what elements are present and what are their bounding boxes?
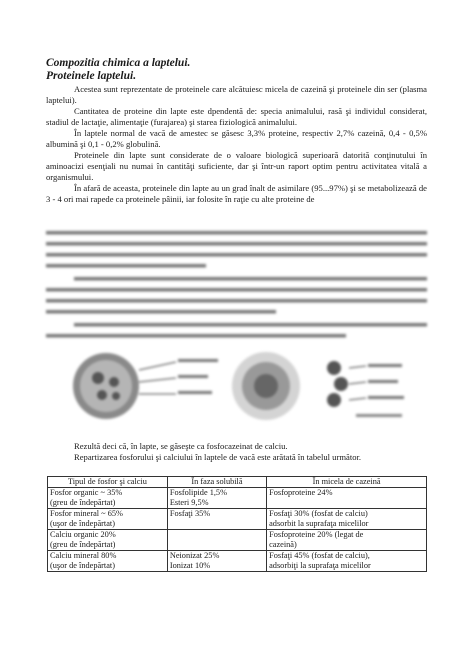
table-cell: Calciu mineral 80% (uşor de îndepărtat) <box>48 551 168 572</box>
table-row <box>48 488 427 509</box>
table-row <box>48 530 427 551</box>
micelle-diagram-left <box>73 353 218 419</box>
table-cell: Fosfaţi 30% (fosfat de calciu) adsorbit la suprafaţa micelilor <box>267 509 427 530</box>
table-cell: Fosfoproteine 24% <box>267 488 427 509</box>
table-cell: Fosfolipide 1,5% Esteri 9,5% <box>167 488 266 509</box>
paragraph: Proteinele din lapte sunt considerate de o valoare biologică superioară datorită conţinutului în aminoacizi esenţiali nu numai în cantităţi suficiente, dar şi într-un raport optim pentru activitatea vitală a organismului. <box>46 150 427 182</box>
micelle-diagram-center <box>232 352 300 420</box>
table-header: În micela de cazeină <box>267 477 427 488</box>
casein-micelle-figure <box>66 348 411 424</box>
blurred-text-lines <box>46 227 427 339</box>
body-text <box>46 84 427 205</box>
table-header: În faza solubilă <box>167 477 266 488</box>
table-cell <box>167 530 266 551</box>
paragraph: În afară de aceasta, proteinele din lapte au un grad înalt de asimilare (95...97%) şi se metabolizează de 3 - 4 ori mai rapede ca proteinele pâinii, iar folosite în raţie cu alte proteine de <box>46 183 427 204</box>
table-body <box>48 488 427 572</box>
table-header-row <box>48 477 427 488</box>
table-cell: Fosfor organic ~ 35% (greu de îndepărtat) <box>48 488 168 509</box>
table-row <box>48 509 427 530</box>
paragraph: Acestea sunt reprezentate de proteinele care alcătuiesc micela de cazeină şi proteinele din ser (plasma laptelui). <box>46 84 427 105</box>
table-cell: Fosfaţi 35% <box>167 509 266 530</box>
paragraph: În laptele normal de vacă de amestec se găsesc 3,3% proteine, respectiv 2,7% cazeină, 0,4 - 0,5% albumină şi 0,1 - 0,2% globulină. <box>46 128 427 149</box>
result-text <box>46 441 427 463</box>
table-cell: Fosfor mineral ~ 65% (uşor de îndepărtat) <box>48 509 168 530</box>
section-title: Compozitia chimica a laptelui. <box>46 57 191 69</box>
result-line: Rezultă deci că, în lapte, se găseşte ca fosfocazeinat de calciu. <box>74 441 288 451</box>
result-line: Repartizarea fosforului şi calciului în laptele de vacă este arătată în tabelul următor. <box>74 452 362 462</box>
table-cell: Fosfoproteine 20% (legat de cazeină) <box>267 530 427 551</box>
table-row <box>48 551 427 572</box>
blurred-text-block <box>46 227 427 342</box>
table-header: Tipul de fosfor şi calciu <box>48 477 168 488</box>
phosphorus-calcium-table <box>47 476 427 572</box>
micelle-diagram-right <box>327 361 404 417</box>
table-cell: Calciu organic 20% (greu de îndepărtat) <box>48 530 168 551</box>
paragraph: Cantitatea de proteine din lapte este dpendentă de: specia animalului, rasă şi individul considerat, stadiul de lactaţie, alimentaţie (furajarea) şi starea fiziologică animalului. <box>46 106 427 127</box>
table-cell: Fosfaţi 45% (fosfat de calciu), adsorbiţi la suprafaţa micelilor <box>267 551 427 572</box>
subsection-title: Proteinele laptelui. <box>46 70 137 82</box>
table-cell: Neionizat 25% Ionizat 10% <box>167 551 266 572</box>
